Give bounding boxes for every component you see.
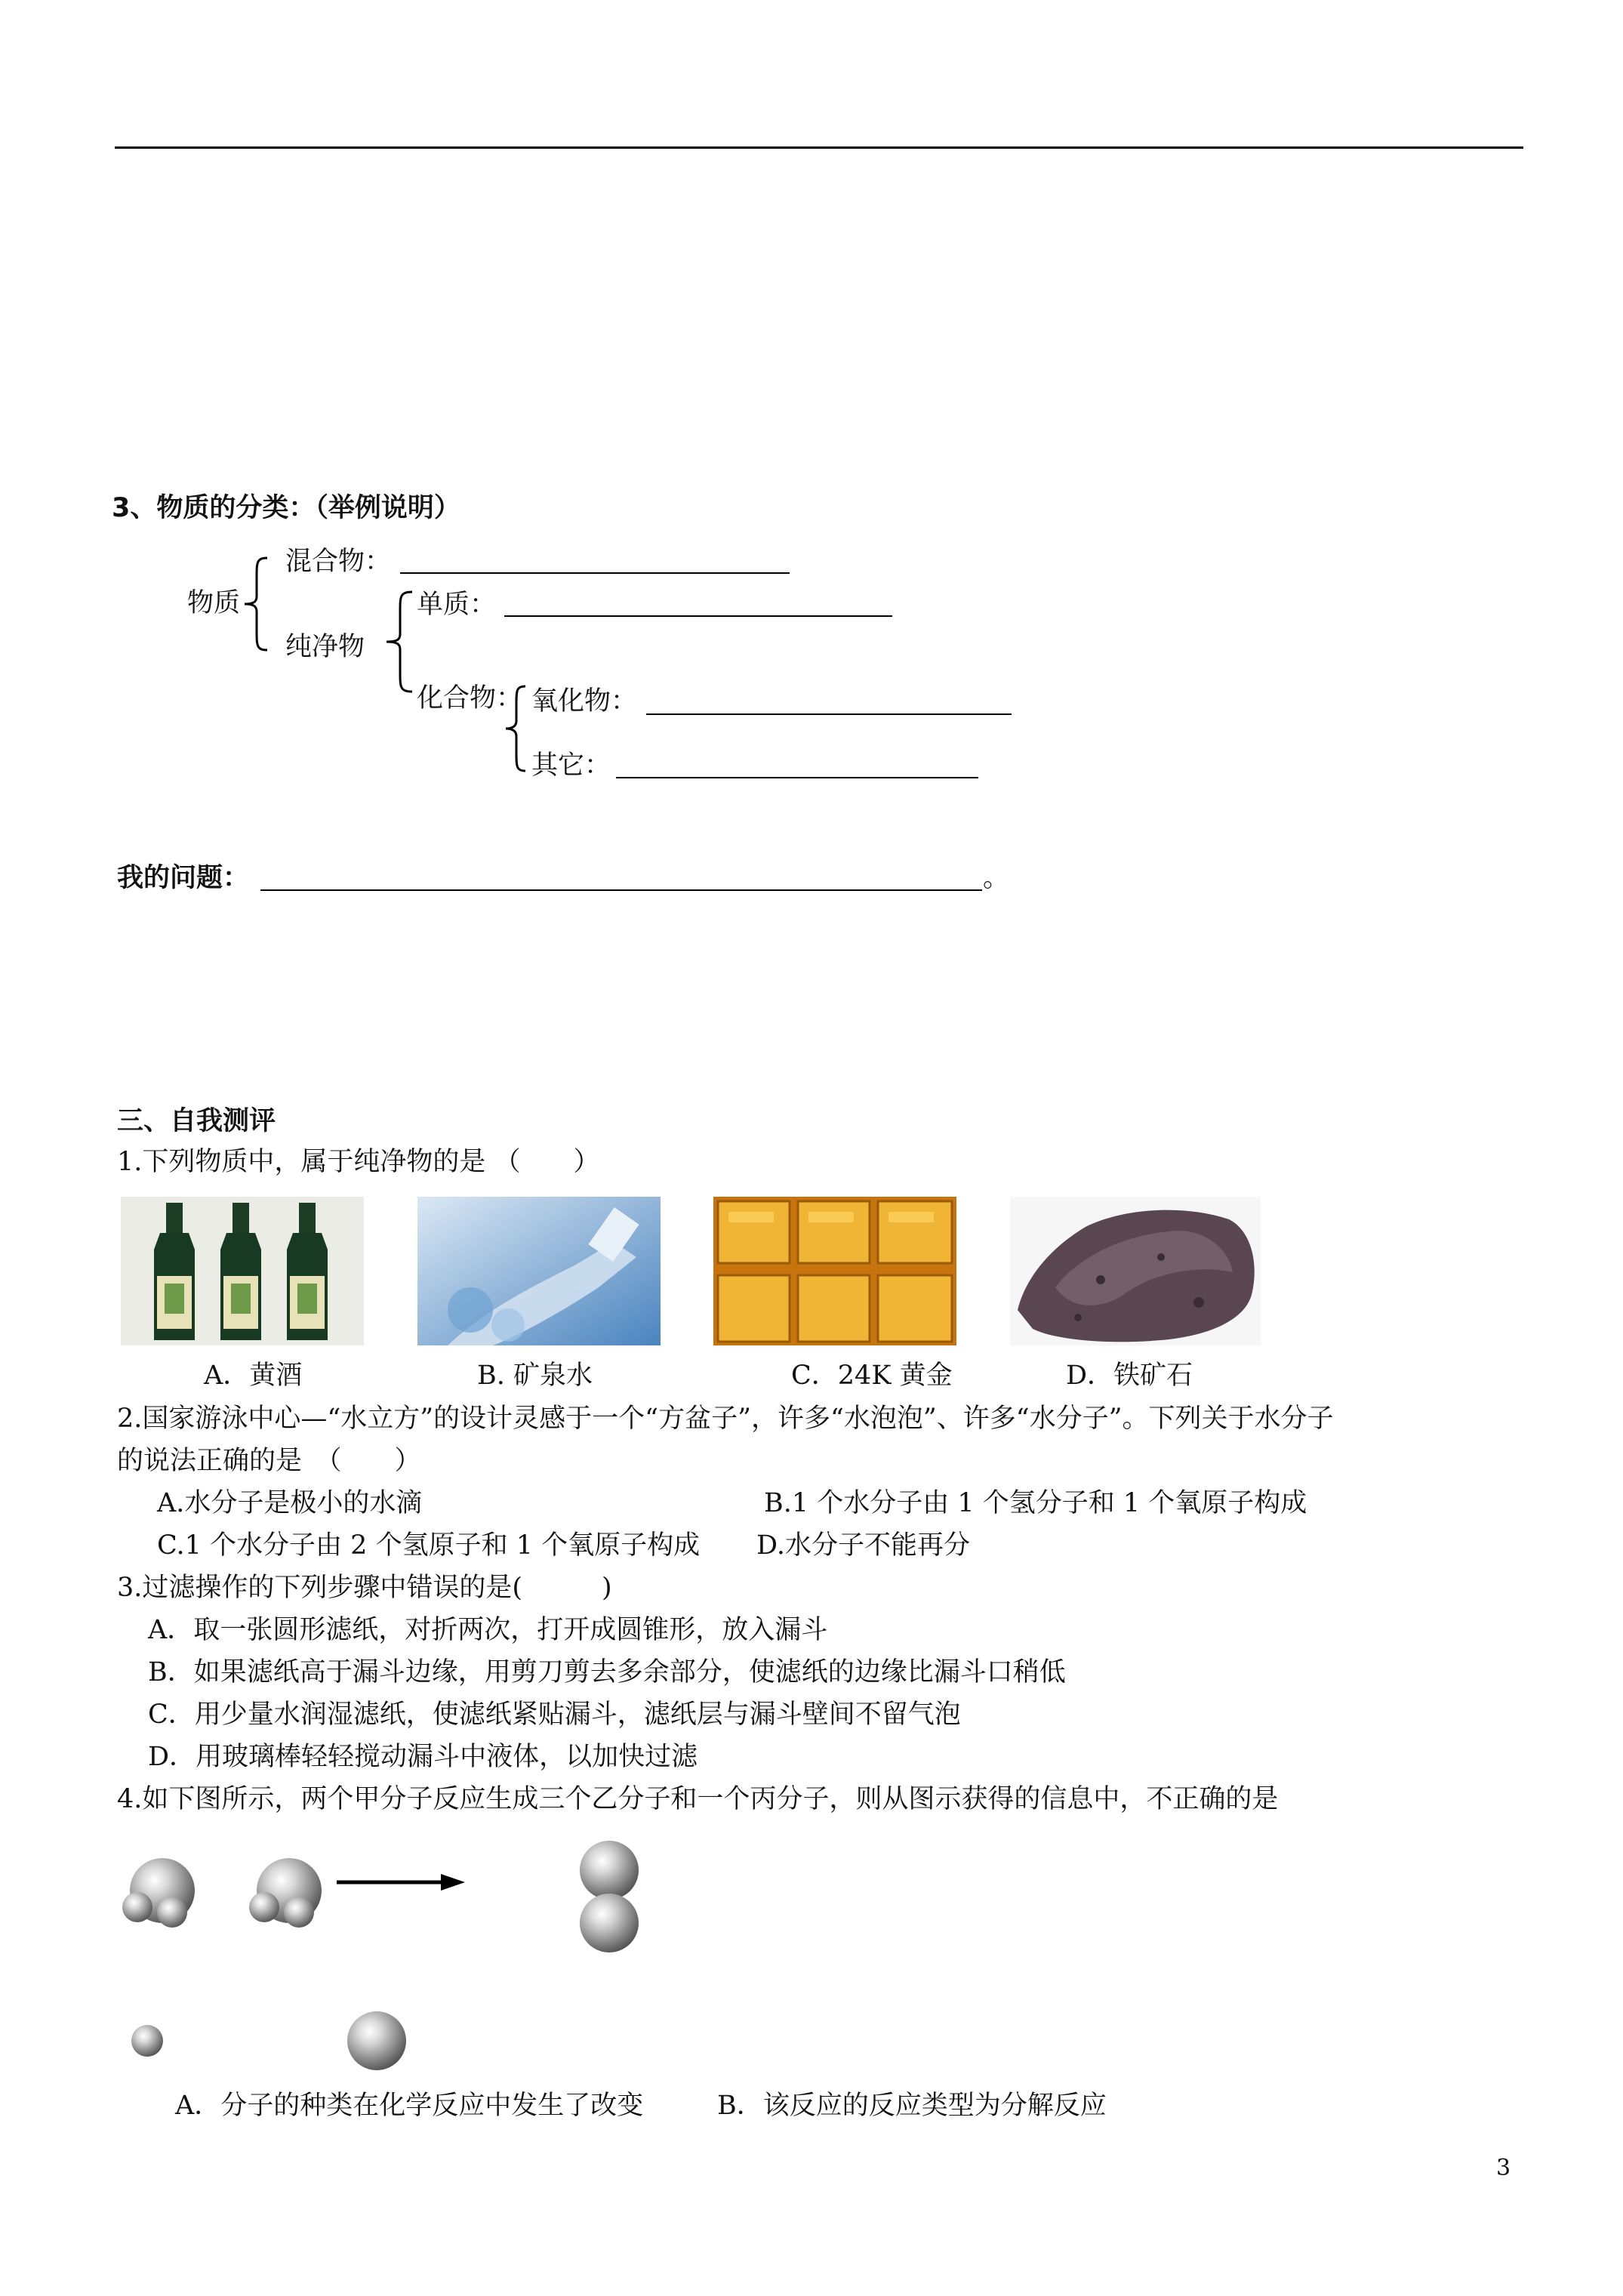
iron-ore-rock-image — [1010, 1197, 1261, 1345]
legend-large-atom — [347, 2011, 406, 2070]
small-atom — [249, 1892, 279, 1922]
legend-small-atom — [131, 2025, 163, 2057]
large-atom — [580, 1894, 639, 1952]
page-number: 3 — [1496, 2155, 1511, 2181]
q1-option-d: D．铁矿石 — [1066, 1361, 1193, 1391]
section3-title: 3、物质的分类：（举例说明） — [112, 493, 460, 523]
pure-substance-label: 纯净物 — [285, 632, 365, 662]
gold-bars-image — [713, 1197, 956, 1345]
oxide-label: 氧化物： — [531, 686, 638, 717]
q2-option-d: D.水分子不能再分 — [756, 1530, 970, 1561]
q2-stem-line2: 的说法正确的是 （ ） — [117, 1446, 421, 1476]
mixture-label: 混合物： — [285, 547, 392, 577]
other-label: 其它： — [531, 750, 611, 781]
q2-stem-line1: 2.国家游泳中心—“水立方”的设计灵感于一个“方盆子”，许多“水泡泡”、许多“水分子”。下列关于水分子 — [117, 1404, 1334, 1434]
q1-stem: 1.下列物质中，属于纯净物的是 （ ） — [117, 1147, 600, 1177]
small-atom — [157, 1897, 187, 1928]
brace-root — [240, 555, 270, 653]
q2-option-c: C.1 个水分子由 2 个氢原子和 1 个氧原子构成 — [157, 1530, 701, 1561]
q2-option-a: A.水分子是极小的水滴 — [157, 1488, 423, 1518]
q4-option-a: A．分子的种类在化学反应中发生了改变 — [175, 2091, 644, 2121]
my-question-end: 。 — [983, 863, 1010, 893]
compound-label: 化合物： — [417, 683, 523, 713]
tree-root-label: 物质 — [187, 588, 241, 618]
my-question-label: 我的问题： — [117, 863, 250, 893]
mineral-water-splash-image — [417, 1197, 661, 1345]
large-atom — [580, 1841, 639, 1900]
my-question-blank[interactable] — [260, 889, 982, 891]
small-atom — [284, 1897, 314, 1928]
brace-pure — [377, 589, 415, 695]
oxide-blank[interactable] — [646, 713, 1012, 715]
reaction-arrow-icon — [337, 1871, 467, 1894]
mixture-blank[interactable] — [400, 572, 790, 574]
header-rule — [115, 146, 1523, 149]
q4-option-b: B．该反应的反应类型为分解反应 — [717, 2091, 1107, 2121]
brace-compound — [501, 683, 528, 774]
q2-option-b: B.1 个水分子由 1 个氢分子和 1 个氧原子构成 — [764, 1488, 1307, 1518]
q3-option-a: A．取一张圆形滤纸，对折两次，打开成圆锥形，放入漏斗 — [148, 1615, 828, 1645]
element-blank[interactable] — [504, 615, 892, 617]
q3-option-c: C．用少量水润湿滤纸，使滤纸紧贴漏斗，滤纸层与漏斗壁间不留气泡 — [148, 1700, 961, 1730]
q3-option-d: D．用玻璃棒轻轻搅动漏斗中液体，以加快过滤 — [148, 1742, 698, 1772]
small-atom — [122, 1892, 152, 1922]
q3-option-b: B．如果滤纸高于漏斗边缘，用剪刀剪去多余部分，使滤纸的边缘比漏斗口稍低 — [148, 1657, 1066, 1687]
q3-stem: 3.过滤操作的下列步骤中错误的是( ) — [117, 1573, 612, 1603]
element-label: 单质： — [417, 590, 497, 620]
q1-option-a: A．黄酒 — [204, 1361, 303, 1391]
yellow-wine-bottles-image — [121, 1197, 364, 1345]
q1-option-b: B. 矿泉水 — [477, 1361, 593, 1391]
q4-stem: 4.如下图所示，两个甲分子反应生成三个乙分子和一个丙分子，则从图示获得的信息中，不正确的是 — [117, 1784, 1279, 1814]
q1-option-c: C．24K 黄金 — [791, 1361, 953, 1391]
other-blank[interactable] — [616, 777, 978, 778]
self-test-heading: 三、自我测评 — [117, 1106, 276, 1136]
